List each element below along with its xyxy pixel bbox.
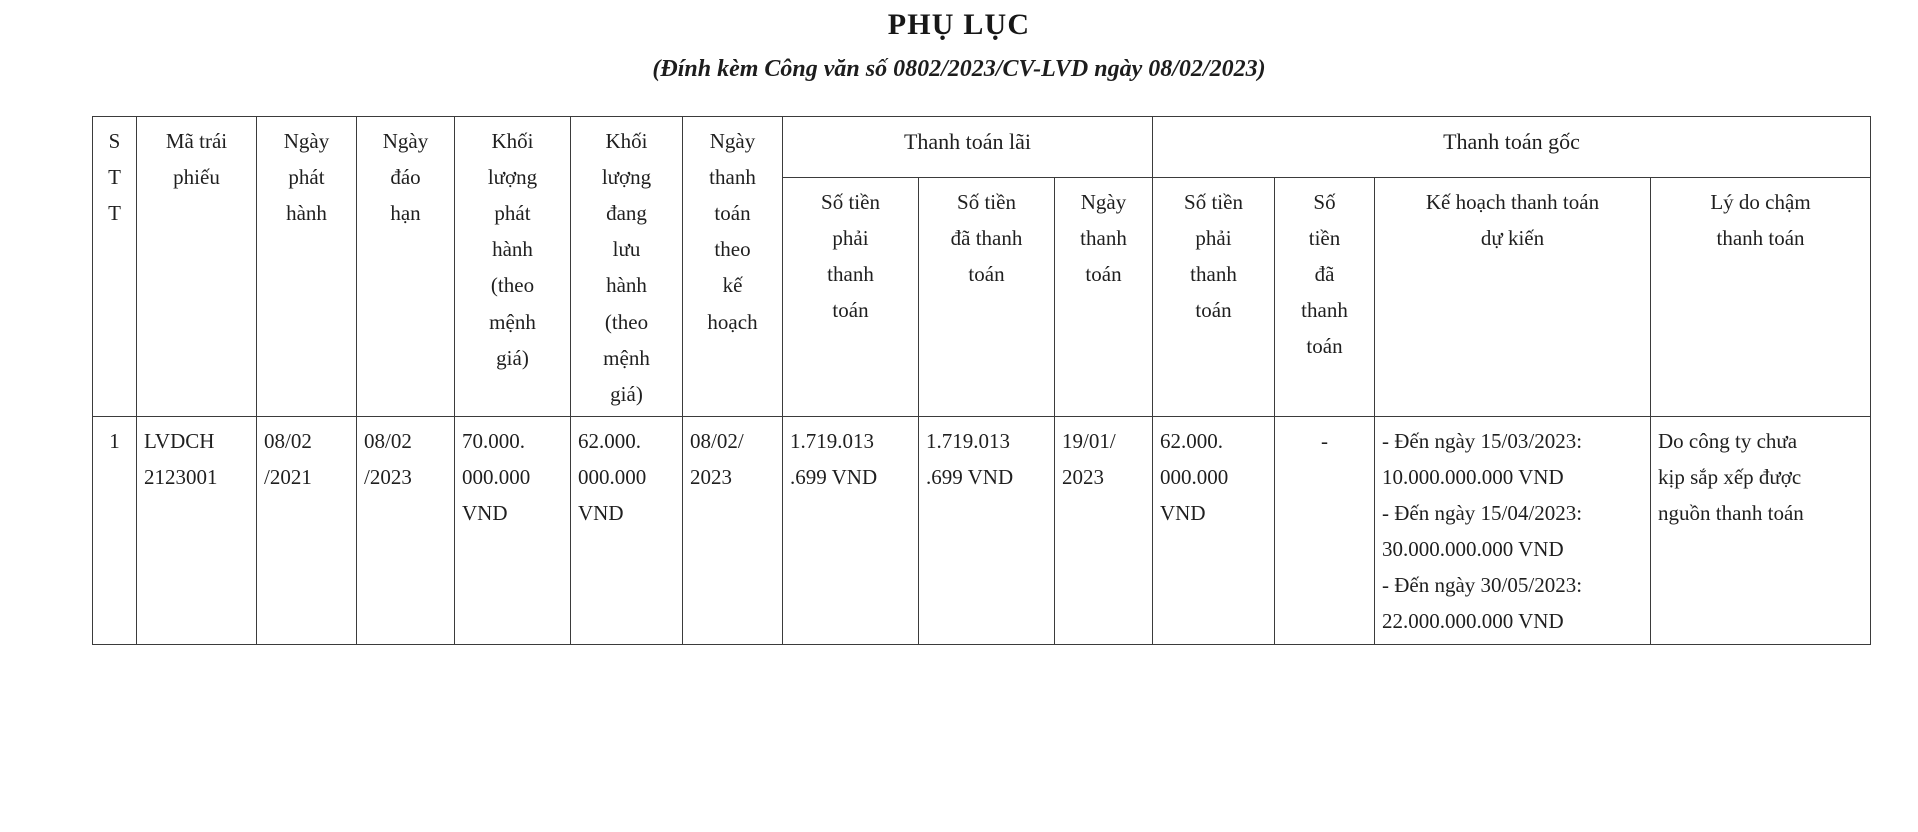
cell-principal-due-line-1: 62.000. — [1160, 428, 1223, 453]
cell-maturity-date-line-1: 08/02 — [364, 428, 412, 453]
cell-delay-reason-line-1: Do công ty chưa — [1658, 428, 1798, 453]
column-header-payment-plan-line-2: dự kiến — [1480, 226, 1545, 251]
column-header-interest-due-line-2: phải — [832, 226, 869, 251]
column-header-planned-payment-date-line-2: thanh — [709, 165, 756, 190]
cell-bond-code — [137, 416, 257, 644]
cell-interest-due-line-2: .699 VND — [790, 464, 878, 489]
cell-issue-date-line-2: /2021 — [264, 464, 312, 489]
payment-plan-line-6: 22.000.000.000 VND — [1382, 609, 1564, 634]
column-header-principal-paid-line-2: tiền — [1308, 226, 1341, 251]
column-header-interest-due-line-4: toán — [832, 298, 869, 323]
cell-interest-payment-date — [1055, 416, 1153, 644]
cell-delay-reason — [1651, 416, 1871, 644]
cell-payment-plan — [1375, 416, 1651, 644]
column-header-maturity-date-line-2: đáo — [390, 165, 421, 190]
column-header-issue-date-line-2: phát — [288, 165, 325, 190]
column-header-issued-volume-line-6: mệnh — [489, 309, 536, 334]
column-header-stt — [93, 117, 137, 417]
cell-bond-code-line-1: LVDCH — [144, 428, 215, 453]
payment-plan-line-2: 10.000.000.000 VND — [1382, 464, 1564, 489]
column-header-planned-payment-date — [683, 117, 783, 417]
column-header-interest-paid — [919, 177, 1055, 416]
column-header-bond-code-line-2: phiếu — [173, 165, 220, 190]
payment-plan-line-1: - Đến ngày 15/03/2023: — [1382, 428, 1583, 453]
column-header-principal-due-line-2: phải — [1195, 226, 1232, 251]
column-header-interest-payment-date — [1055, 177, 1153, 416]
cell-planned-payment-date-line-2: 2023 — [690, 464, 732, 489]
column-header-outstanding-volume-line-4: lưu — [612, 237, 641, 262]
cell-outstanding-volume-line-1: 62.000. — [578, 428, 641, 453]
cell-interest-paid-line-1: 1.719.013 — [926, 428, 1010, 453]
column-header-outstanding-volume-line-5: hành — [606, 273, 647, 298]
column-header-delay-reason-line-1: Lý do chậm — [1710, 189, 1811, 214]
column-header-issued-volume-line-2: lượng — [487, 165, 538, 190]
cell-principal-due — [1153, 416, 1275, 644]
column-header-interest-due-line-1: Số tiền — [821, 189, 880, 214]
column-header-principal-due-line-4: toán — [1195, 298, 1232, 323]
cell-planned-payment-date — [683, 416, 783, 644]
page-subtitle: (Đính kèm Công văn số 0802/2023/CV-LVD ngày 08/02/2023) — [652, 56, 1266, 82]
cell-delay-reason-line-2: kịp sắp xếp được — [1658, 464, 1802, 489]
cell-maturity-date-line-2: /2023 — [364, 464, 412, 489]
column-header-issued-volume-line-7: giá) — [496, 345, 529, 370]
column-header-planned-payment-date-line-4: theo — [714, 237, 751, 262]
cell-issued-volume-line-1: 70.000. — [462, 428, 525, 453]
cell-delay-reason-line-3: nguồn thanh toán — [1658, 501, 1804, 526]
cell-issue-date — [257, 416, 357, 644]
column-header-principal-paid-line-1: Số — [1313, 189, 1336, 214]
column-header-delay-reason-line-2: thanh toán — [1716, 226, 1805, 251]
column-header-interest-paid-line-2: đã thanh — [950, 226, 1023, 251]
column-header-interest-payment-date-line-2: thanh — [1080, 226, 1127, 251]
column-header-outstanding-volume-line-2: lượng — [601, 165, 652, 190]
table-header-row-top — [93, 117, 1871, 178]
column-header-maturity-date-line-1: Ngày — [382, 129, 429, 153]
column-header-principal-due-line-3: thanh — [1190, 262, 1237, 287]
cell-interest-paid-line-2: .699 VND — [926, 464, 1014, 489]
column-header-issued-volume-line-4: hành — [492, 237, 533, 262]
column-header-principal-paid — [1275, 177, 1375, 416]
column-header-interest-payment-date-line-1: Ngày — [1080, 189, 1127, 214]
column-header-stt-line-2: T — [108, 165, 121, 190]
cell-outstanding-volume — [571, 416, 683, 644]
column-header-issued-volume-line-3: phát — [494, 201, 531, 226]
column-header-payment-plan-line-1: Kế hoạch thanh toán — [1425, 189, 1600, 214]
column-header-interest-due — [783, 177, 919, 416]
column-header-stt-line-3: T — [108, 201, 121, 226]
cell-interest-payment-date-line-1: 19/01/ — [1062, 428, 1116, 453]
column-header-stt-line-1: S — [108, 129, 121, 153]
column-header-principal-paid-line-5: toán — [1306, 334, 1343, 359]
cell-principal-due-line-2: 000.000 — [1160, 464, 1229, 489]
page-title: PHỤ LỤC — [887, 8, 1031, 41]
column-header-planned-payment-date-line-5: kế — [722, 273, 743, 298]
column-header-interest-payment-date-line-3: toán — [1085, 262, 1122, 287]
cell-issued-volume-line-2: 000.000 — [462, 464, 531, 489]
column-header-principal-paid-line-3: đã — [1314, 262, 1335, 287]
cell-outstanding-volume-line-2: 000.000 — [578, 464, 647, 489]
cell-planned-payment-date-line-1: 08/02/ — [690, 428, 744, 453]
cell-issue-date-line-1: 08/02 — [264, 428, 312, 453]
cell-interest-paid — [919, 416, 1055, 644]
column-header-interest-due-line-3: thanh — [827, 262, 874, 287]
column-header-bond-code — [137, 117, 257, 417]
column-header-issued-volume-line-1: Khối — [491, 129, 534, 153]
table-body — [93, 416, 1871, 644]
column-header-bond-code-line-1: Mã trái — [165, 129, 228, 153]
column-header-payment-plan — [1375, 177, 1651, 416]
column-header-issued-volume-line-5: (theo — [490, 273, 535, 298]
cell-principal-paid: - — [1275, 416, 1375, 644]
column-header-outstanding-volume — [571, 117, 683, 417]
payment-plan-line-3: - Đến ngày 15/04/2023: — [1382, 501, 1583, 526]
column-header-outstanding-volume-line-7: mệnh — [603, 345, 650, 370]
table-header — [93, 117, 1871, 417]
column-header-issue-date-line-1: Ngày — [283, 129, 330, 153]
column-header-issue-date — [257, 117, 357, 417]
cell-principal-due-line-3: VND — [1160, 501, 1206, 526]
cell-stt: 1 — [93, 416, 137, 644]
column-header-issued-volume — [455, 117, 571, 417]
column-header-principal-paid-line-4: thanh — [1301, 298, 1348, 323]
cell-issued-volume — [455, 416, 571, 644]
cell-issued-volume-line-3: VND — [462, 501, 508, 526]
column-header-outstanding-volume-line-3: đang — [606, 201, 647, 226]
cell-outstanding-volume-line-3: VND — [578, 501, 624, 526]
column-header-planned-payment-date-line-1: Ngày — [709, 129, 756, 153]
column-header-outstanding-volume-line-1: Khối — [605, 129, 648, 153]
cell-interest-due — [783, 416, 919, 644]
column-header-maturity-date-line-3: hạn — [390, 201, 421, 226]
column-header-issue-date-line-3: hành — [286, 201, 327, 226]
column-header-principal-due-line-1: Số tiền — [1184, 189, 1243, 214]
group-header-principal-payment: Thanh toán gốc — [1153, 117, 1871, 178]
column-header-principal-due — [1153, 177, 1275, 416]
column-header-interest-paid-line-3: toán — [968, 262, 1005, 287]
cell-maturity-date — [357, 416, 455, 644]
column-header-maturity-date — [357, 117, 455, 417]
appendix-table-container — [92, 116, 1870, 645]
column-header-outstanding-volume-line-8: giá) — [610, 381, 643, 406]
cell-bond-code-line-2: 2123001 — [144, 464, 218, 489]
column-header-planned-payment-date-line-6: hoạch — [707, 309, 758, 334]
appendix-table — [92, 116, 1871, 645]
column-header-interest-paid-line-1: Số tiền — [957, 189, 1016, 214]
column-header-planned-payment-date-line-3: toán — [714, 201, 751, 226]
payment-plan-line-5: - Đến ngày 30/05/2023: — [1382, 573, 1583, 598]
group-header-interest-payment: Thanh toán lãi — [783, 117, 1153, 178]
payment-plan-line-4: 30.000.000.000 VND — [1382, 537, 1564, 562]
table-row — [93, 416, 1871, 644]
column-header-outstanding-volume-line-6: (theo — [604, 309, 649, 334]
column-header-delay-reason — [1651, 177, 1871, 416]
cell-interest-payment-date-line-2: 2023 — [1062, 464, 1104, 489]
cell-interest-due-line-1: 1.719.013 — [790, 428, 874, 453]
